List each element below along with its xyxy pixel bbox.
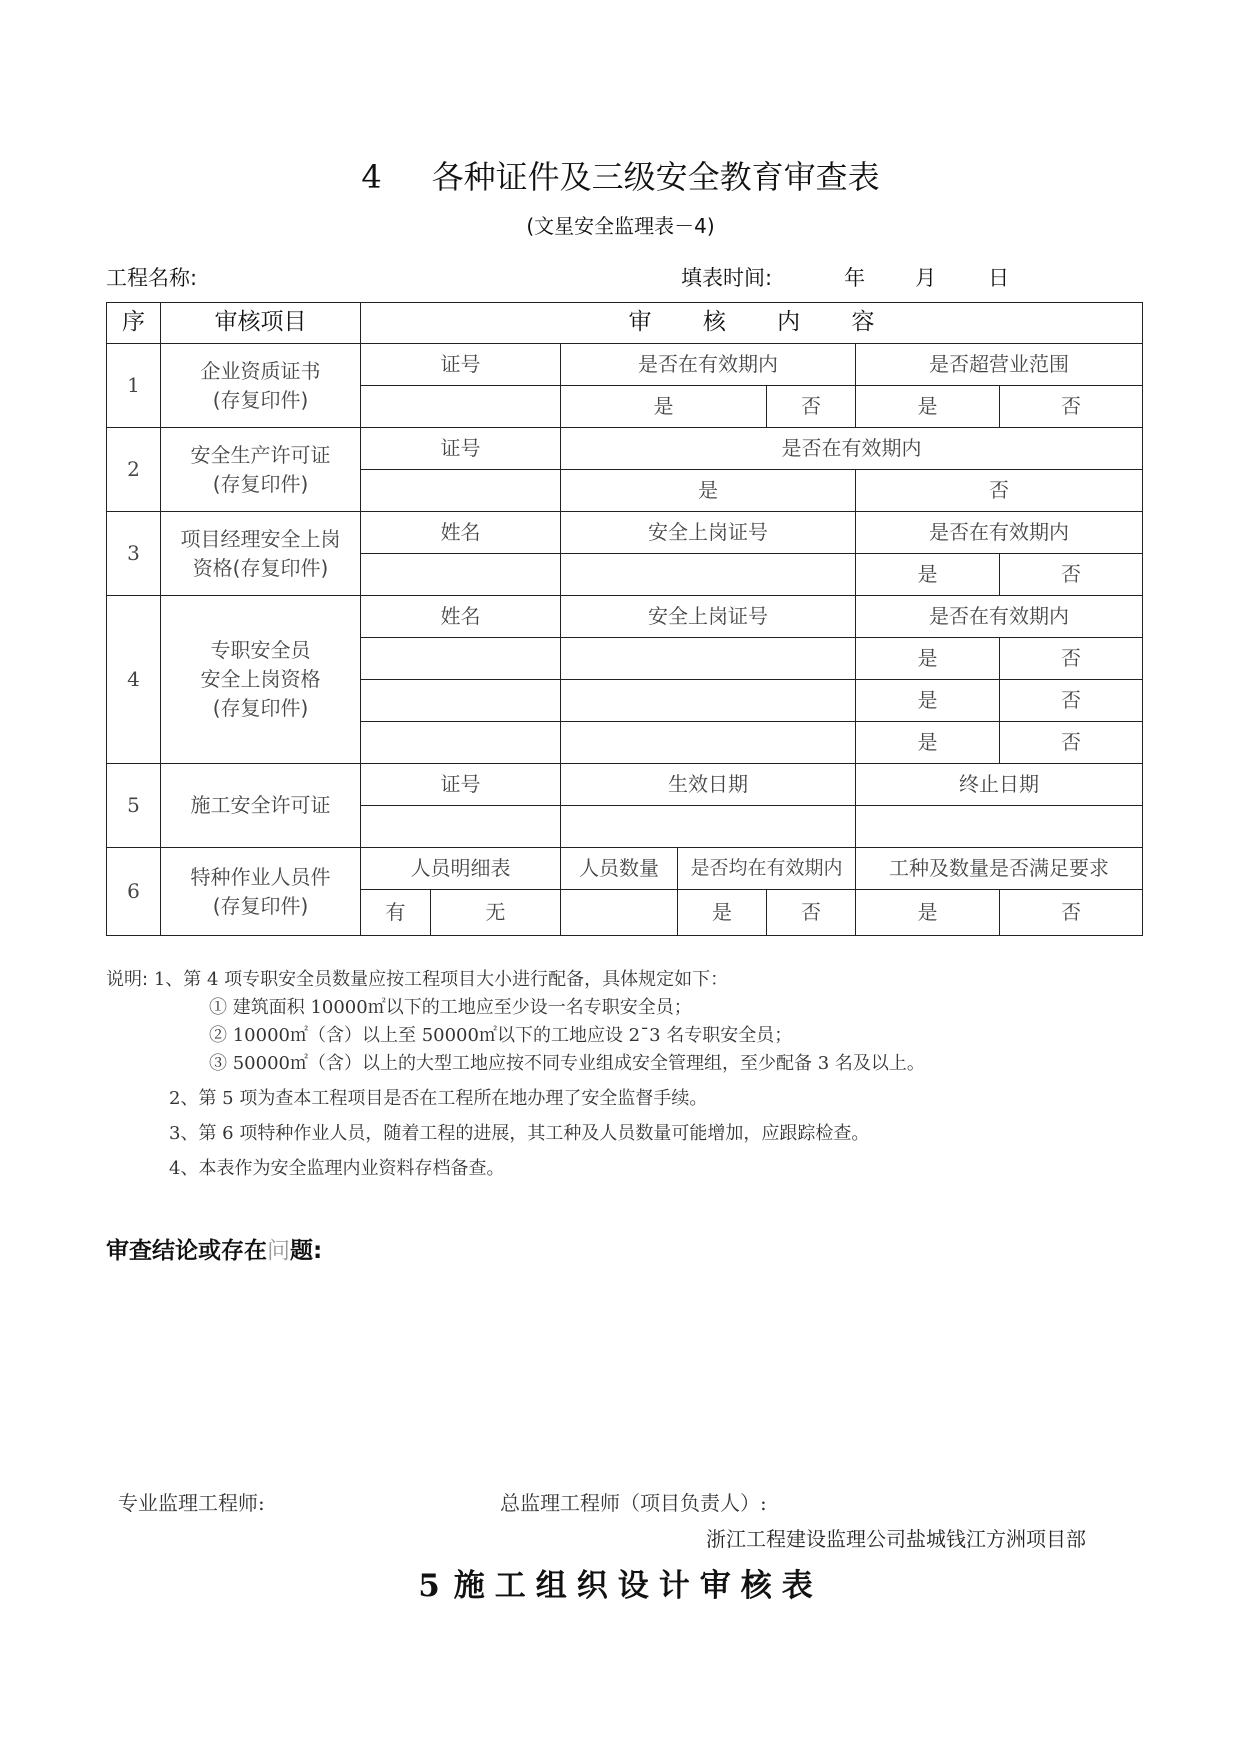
- input-cell[interactable]: [561, 680, 856, 722]
- cell-header: 是否在有效期内: [856, 596, 1143, 638]
- notes: [106, 966, 925, 1183]
- row-item: 施工安全许可证: [161, 764, 361, 848]
- yes-cell[interactable]: 是: [561, 386, 767, 428]
- input-cell[interactable]: [361, 722, 561, 764]
- table-row: [107, 512, 1143, 554]
- month-label: 月: [915, 266, 937, 290]
- title-number: 4: [361, 158, 382, 196]
- note-4: 4、本表作为安全监理内业资料存档备查。: [169, 1158, 505, 1179]
- table-row: [107, 848, 1143, 890]
- no-cell[interactable]: 否: [767, 386, 856, 428]
- cell-header: 是否超营业范围: [856, 344, 1143, 386]
- no-cell[interactable]: 否: [767, 890, 856, 936]
- no-cell[interactable]: 否: [1000, 890, 1143, 936]
- row-seq: 6: [107, 848, 161, 936]
- row-item: 安全生产许可证 (存复印件): [161, 428, 361, 512]
- yes-cell[interactable]: 是: [856, 722, 1000, 764]
- have-cell[interactable]: 有: [361, 890, 431, 936]
- year-label: 年: [844, 266, 866, 290]
- row-seq: 4: [107, 596, 161, 764]
- conclusion-label: 审查结论或存在问题:: [106, 1238, 323, 1264]
- fill-time-label: 填表时间:: [681, 266, 773, 290]
- input-cell[interactable]: [561, 722, 856, 764]
- col-item: 审核项目: [161, 303, 361, 344]
- next-section-title: 5 施工组织设计审核表: [418, 1568, 823, 1604]
- engineer-signature-label: 专业监理工程师:: [118, 1491, 265, 1515]
- cell-header: 是否均在有效期内: [678, 848, 856, 890]
- day-label: 日: [988, 266, 1010, 290]
- input-cell[interactable]: [361, 680, 561, 722]
- cell-header: 证号: [361, 764, 561, 806]
- review-table: [106, 302, 1143, 936]
- row-seq: 3: [107, 512, 161, 596]
- cell-header: 是否在有效期内: [856, 512, 1143, 554]
- input-cell[interactable]: [361, 638, 561, 680]
- cell-header: 工种及数量是否满足要求: [856, 848, 1143, 890]
- note-1b: ② 10000㎡（含）以上至 50000㎡以下的工地应设 2¯3 名专职安全员；: [209, 1025, 793, 1046]
- yes-cell[interactable]: 是: [856, 890, 1000, 936]
- col-content: 审 核 内 容: [361, 303, 1143, 344]
- cell-header: 终止日期: [856, 764, 1143, 806]
- note-1a: ① 建筑面积 10000㎡以下的工地应至少设一名专职安全员；: [209, 997, 692, 1018]
- cell-header: 人员明细表: [361, 848, 561, 890]
- form-code: (文星安全监理表－4): [526, 214, 715, 238]
- row-seq: 5: [107, 764, 161, 848]
- no-cell[interactable]: 否: [856, 470, 1143, 512]
- note-3: 3、第 6 项特种作业人员，随着工程的进展，其工种及人员数量可能增加，应跟踪检查。: [169, 1123, 870, 1144]
- input-cell[interactable]: [561, 554, 856, 596]
- cell-header: 姓名: [361, 512, 561, 554]
- table-row: [107, 764, 1143, 806]
- row-item: 项目经理安全上岗 资格(存复印件): [161, 512, 361, 596]
- title-text: 各种证件及三级安全教育审查表: [431, 158, 880, 196]
- cell-header: 姓名: [361, 596, 561, 638]
- chief-signature-label: 总监理工程师（项目负责人）:: [500, 1491, 767, 1515]
- cell-header: 是否在有效期内: [561, 344, 856, 386]
- cell-header: 是否在有效期内: [561, 428, 1143, 470]
- input-cell[interactable]: [361, 806, 561, 848]
- no-cell[interactable]: 否: [1000, 638, 1143, 680]
- row-item: 特种作业人员件 (存复印件): [161, 848, 361, 936]
- row-seq: 1: [107, 344, 161, 428]
- input-cell[interactable]: [561, 890, 678, 936]
- table-row: [107, 428, 1143, 470]
- fill-time: [681, 262, 1009, 292]
- no-cell[interactable]: 否: [1000, 386, 1143, 428]
- note-1: 说明: 1、第 4 项专职安全员数量应按工程项目大小进行配备，具体规定如下：: [106, 969, 729, 990]
- table-row: [107, 344, 1143, 386]
- table-header-row: [107, 303, 1143, 344]
- row-item: 专职安全员 安全上岗资格 (存复印件): [161, 596, 361, 764]
- yes-cell[interactable]: 是: [856, 554, 1000, 596]
- cell-header: 安全上岗证号: [561, 512, 856, 554]
- input-cell[interactable]: [561, 806, 856, 848]
- project-name-label: 工程名称:: [106, 266, 198, 290]
- yes-cell[interactable]: 是: [856, 386, 1000, 428]
- note-2: 2、第 5 项为查本工程项目是否在工程所在地办理了安全监督手续。: [169, 1088, 708, 1109]
- yes-cell[interactable]: 是: [561, 470, 856, 512]
- cell-header: 人员数量: [561, 848, 678, 890]
- no-cell[interactable]: 否: [1000, 554, 1143, 596]
- col-seq: 序: [107, 303, 161, 344]
- cell-header: 证号: [361, 344, 561, 386]
- no-cell[interactable]: 否: [1000, 680, 1143, 722]
- yes-cell[interactable]: 是: [856, 680, 1000, 722]
- input-cell[interactable]: [361, 386, 561, 428]
- no-cell[interactable]: 否: [1000, 722, 1143, 764]
- note-1c: ③ 50000㎡（含）以上的大型工地应按不同专业组成安全管理组，至少配备 3 名及以上。: [209, 1053, 925, 1074]
- yes-cell[interactable]: 是: [856, 638, 1000, 680]
- input-cell[interactable]: [361, 470, 561, 512]
- none-cell[interactable]: 无: [431, 890, 561, 936]
- input-cell[interactable]: [856, 806, 1143, 848]
- row-item: 企业资质证书 (存复印件): [161, 344, 361, 428]
- cell-header: 生效日期: [561, 764, 856, 806]
- cell-header: 安全上岗证号: [561, 596, 856, 638]
- table-row: [107, 596, 1143, 638]
- company-name: 浙江工程建设监理公司盐城钱江方洲项目部: [706, 1527, 1086, 1551]
- input-cell[interactable]: [561, 638, 856, 680]
- row-seq: 2: [107, 428, 161, 512]
- page-title: [0, 152, 1241, 198]
- cell-header: 证号: [361, 428, 561, 470]
- yes-cell[interactable]: 是: [678, 890, 767, 936]
- input-cell[interactable]: [361, 554, 561, 596]
